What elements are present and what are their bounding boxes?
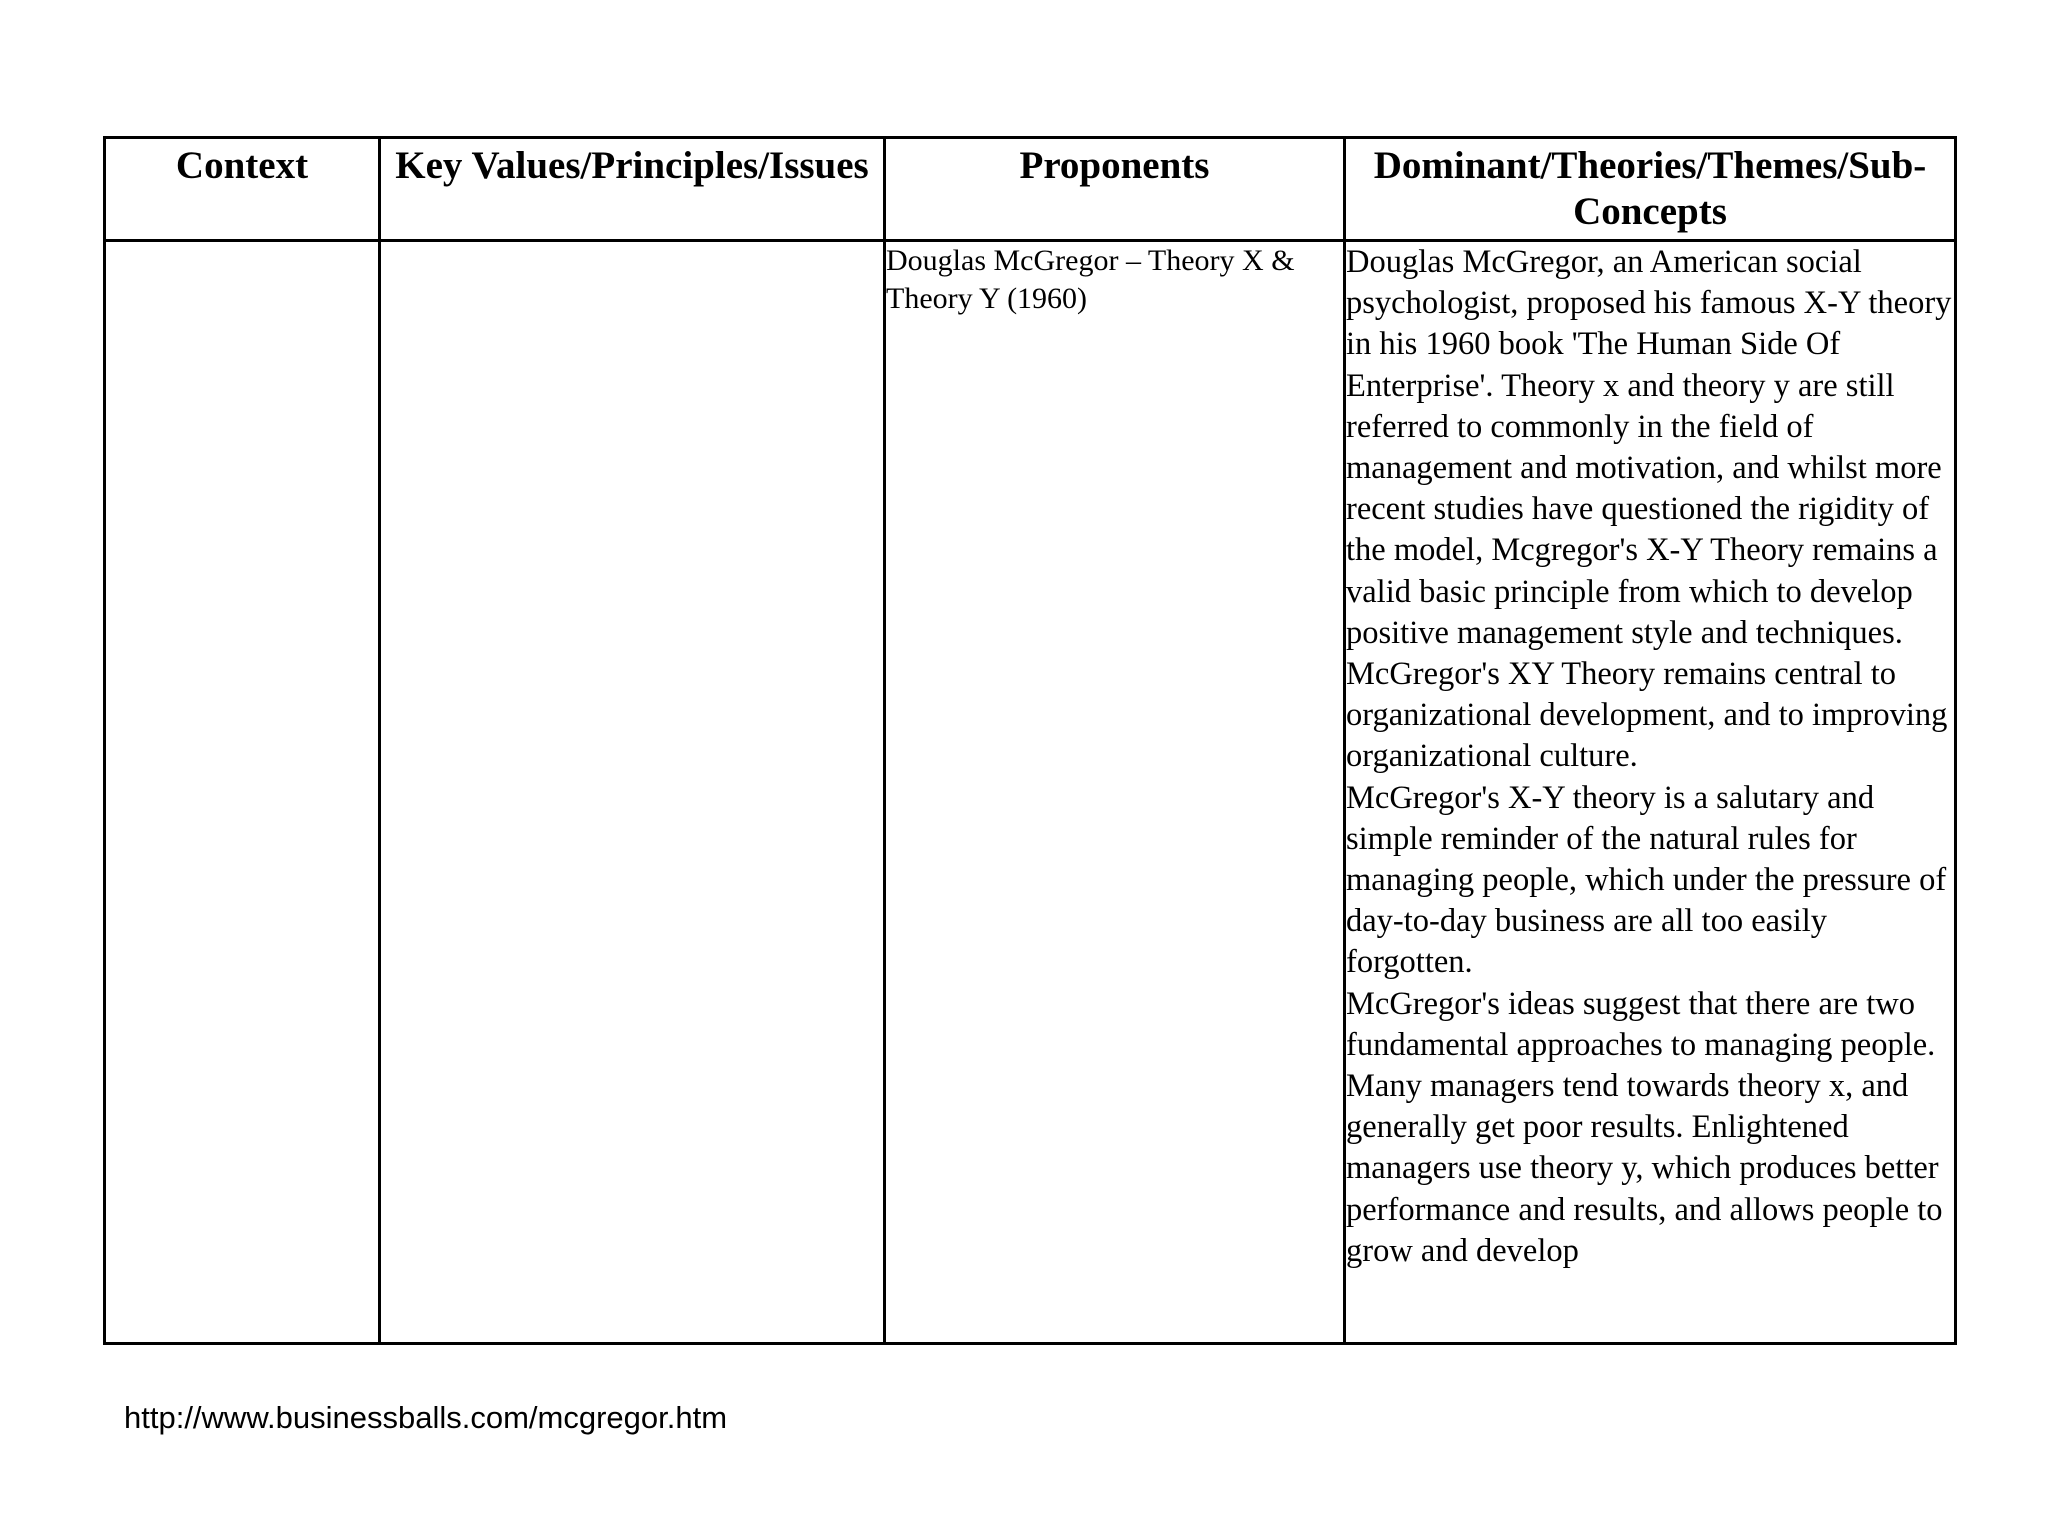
header-context: Context	[105, 138, 380, 241]
cell-description	[1345, 241, 1956, 1344]
table-header-row	[105, 138, 1956, 241]
cell-key-values	[380, 241, 885, 1344]
header-key-values: Key Values/Principles/Issues	[380, 138, 885, 241]
cell-proponents: Douglas McGregor – Theory X & Theory Y (1960)	[885, 241, 1345, 1344]
description-paragraph: McGregor's X-Y theory is a salutary and simple reminder of the natural rules for managing people, which under the pressure of day-to-day business are all too easily forgotten.	[1346, 779, 1947, 981]
description-paragraph: McGregor's XY Theory remains central to organizational development, and to improving organizational culture.	[1346, 656, 1948, 775]
table-row	[105, 241, 1956, 1344]
header-dominant-theories: Dominant/Theories/Themes/Sub-Concepts	[1345, 138, 1956, 241]
theory-table	[103, 136, 1957, 1345]
header-proponents: Proponents	[885, 138, 1345, 241]
description-paragraph: McGregor's ideas suggest that there are two fundamental approaches to managing people. Many managers tend towards theory x, and generally get poor results. Enlightened managers use theory y, which produces better performance and results, and allows people to grow and develop	[1346, 985, 1943, 1269]
description-paragraph: Douglas McGregor, an American social psychologist, proposed his famous X-Y theory in his 1960 book 'The Human Side Of Enterprise'. Theory x and theory y are still referred to commonly in the field of management and motivation, and whilst more recent studies have questioned the rigidity of the model, Mcgregor's X-Y Theory remains a valid basic principle from which to develop positive management style and techniques.	[1346, 244, 1952, 651]
source-url: http://www.businessballs.com/mcgregor.htm	[124, 1400, 728, 1435]
cell-context	[105, 241, 380, 1344]
